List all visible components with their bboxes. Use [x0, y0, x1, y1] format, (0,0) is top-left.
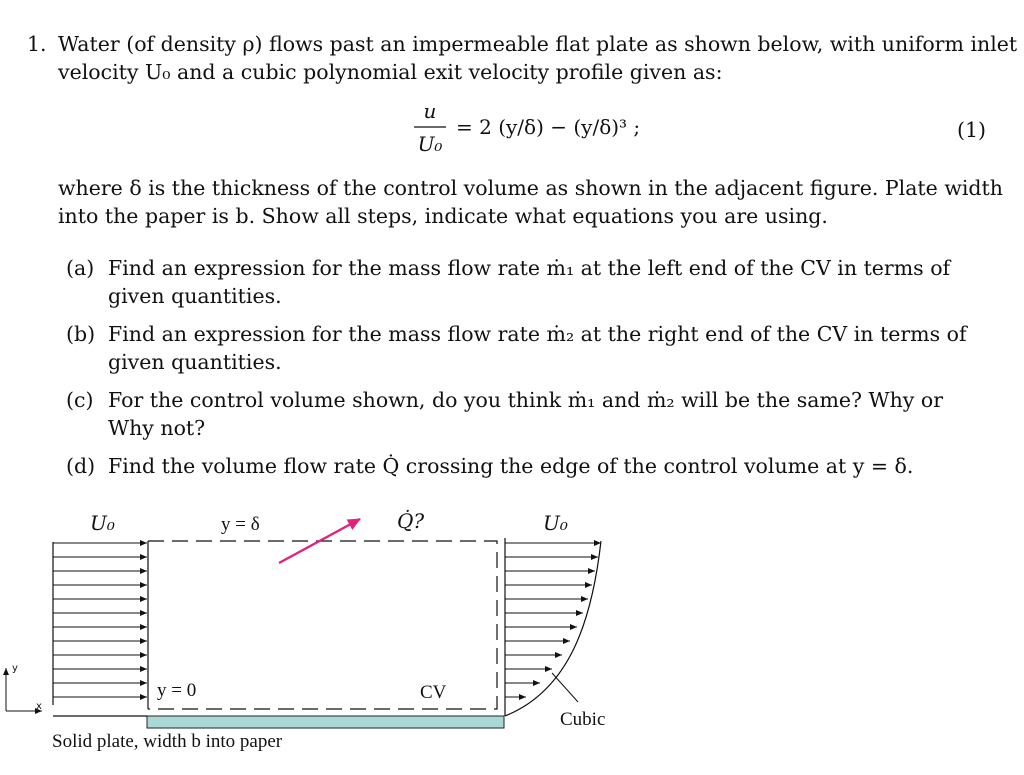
part-a-text: Find an expression for the mass flow rate ṁ₁ at the left end of the CV in terms of given quantities. [108, 256, 951, 308]
inlet-velocity-arrows [53, 543, 147, 697]
qdot-label: Q̇? [397, 509, 425, 533]
plate-caption: Solid plate, width b into paper [52, 731, 283, 752]
top-edge-label: y = δ [221, 514, 260, 535]
problem-statement-line-4: into the paper is b. Show all steps, indicate what equations you are using. [58, 204, 828, 228]
axis-x-label: x [36, 701, 42, 712]
velocity-profile-equation [408, 96, 648, 166]
part-a-label: (a) [66, 256, 95, 280]
part-d-label: (d) [66, 454, 96, 478]
part-b-label: (b) [66, 322, 96, 346]
equation-tag: (1) [956, 118, 986, 142]
bottom-edge-label: y = 0 [157, 680, 197, 701]
problem-statement-line-3: where δ is the thickness of the control volume as shown in the adjacent figure. Plate width [58, 176, 1003, 200]
equation-rhs: = 2 (y/δ) − (y/δ)³ ; [456, 115, 641, 139]
problem-statement-line-2: velocity U₀ and a cubic polynomial exit velocity profile given as: [58, 60, 723, 84]
axis-y-label: y [12, 663, 18, 674]
cubic-leader-line [552, 673, 578, 702]
cv-label: CV [420, 682, 447, 703]
solid-plate [147, 716, 504, 728]
part-b-text: Find an expression for the mass flow rate ṁ₂ at the right end of the CV in terms of given quantities. [108, 322, 967, 374]
part-c-label: (c) [66, 388, 94, 412]
cubic-label: Cubic [560, 709, 606, 730]
equation-lhs-denominator: U₀ [417, 132, 443, 156]
problem-number: 1. [27, 32, 47, 56]
part-d-text: Find the volume flow rate Q̇ crossing the edge of the control volume at y = δ. [108, 454, 914, 478]
part-c-text: For the control volume shown, do you think ṁ₁ and ṁ₂ will be the same? Why or Why not? [108, 388, 944, 440]
problem-statement-line-1: Water (of density ρ) flows past an impermeable flat plate as shown below, with uniform inlet [58, 32, 1018, 56]
control-volume-figure [0, 500, 680, 770]
equation-lhs-numerator: u [423, 99, 437, 123]
outlet-velocity-label: U₀ [543, 511, 568, 535]
cubic-profile-curve [505, 541, 601, 716]
inlet-velocity-label: U₀ [90, 511, 115, 535]
